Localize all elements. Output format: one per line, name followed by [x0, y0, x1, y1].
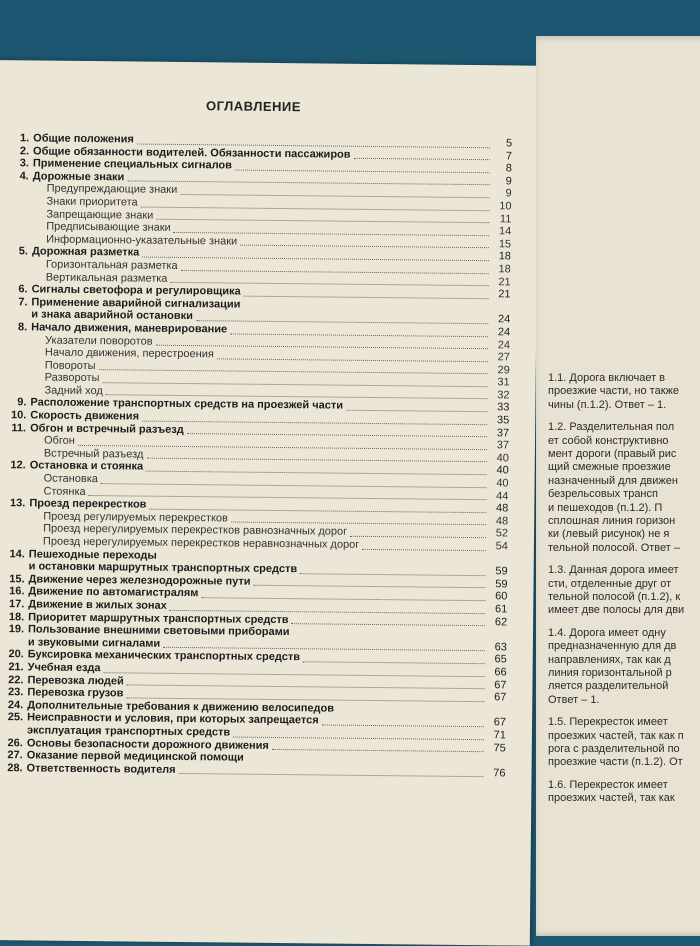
toc-entry-title: Горизонтальная разметка: [46, 258, 178, 271]
toc-entry-page: 33: [491, 402, 509, 414]
toc-entry-number: 2.: [7, 145, 29, 157]
toc-entry-page: 52: [490, 528, 508, 540]
toc-entry-title: Задний ход: [44, 384, 102, 397]
right-page-line: назначенный для движен: [548, 475, 700, 488]
toc-entry-title: Остановка и стоянка: [30, 460, 144, 473]
toc-entry-title: Проезд перекрестков: [29, 498, 146, 511]
toc-entry-number: 12.: [4, 460, 26, 472]
toc-entry-title: Оказание первой медицинской помощи: [27, 749, 244, 763]
toc-entry-number: 18.: [2, 611, 24, 623]
toc-entry-page: 32: [491, 389, 509, 401]
toc-entry-title: Общие обязанности водителей. Обязанности пассажиров: [33, 145, 351, 160]
right-page-line: 1.5. Перекресток имеет: [548, 716, 700, 729]
toc-entry-title: Сигналы светофора и регулировщика: [32, 284, 241, 298]
toc-entry-title: Повороты: [45, 359, 96, 372]
toc-entry-page: 24: [492, 339, 510, 351]
right-page-line: предназначенную для дв: [548, 640, 700, 653]
toc-entry-page: 5: [494, 137, 512, 149]
toc-entry-title: Основы безопасности дорожного движения: [27, 737, 269, 752]
toc-entry-page: 61: [489, 603, 507, 615]
toc-entry-title: Указатели поворотов: [45, 334, 153, 347]
right-page-line: щий смежные проезжие: [548, 461, 700, 474]
toc-leader-dots: [350, 536, 486, 538]
toc-title: ОГЛАВЛЕНИЕ: [0, 96, 514, 116]
toc-entry-number: 7.: [5, 296, 27, 308]
toc-entry-number: 27.: [1, 749, 23, 761]
toc-entry-page: 76: [487, 767, 505, 779]
toc-entry-title: Учебная езда: [28, 661, 101, 674]
right-page-line: ки (левый рисунок) не я: [548, 528, 700, 541]
toc-entry-page: 11: [493, 213, 511, 225]
toc-entry-title: Пешеходные переходы: [29, 548, 157, 561]
toc-entry-number: 15.: [3, 573, 25, 585]
toc-entry-page: 48: [490, 515, 508, 527]
toc-entry-title: Перевозка грузов: [27, 687, 123, 700]
toc-entry-page: 14: [493, 225, 511, 237]
toc-entry-title: Вертикальная разметка: [46, 271, 168, 284]
right-page-line: ет собой конструктивно: [548, 435, 700, 448]
toc-entry-page: 40: [491, 477, 509, 489]
toc-entry-page: 29: [492, 364, 510, 376]
right-page-line: рога с разделительной по: [548, 743, 700, 756]
toc-entry-page: 24: [492, 314, 510, 326]
toc-entry-title: и звуковыми сигналами: [28, 636, 160, 649]
toc-entry-number: 26.: [1, 737, 23, 749]
toc-entry-number: 6.: [6, 283, 28, 295]
right-page-line: 1.1. Дорога включает в: [548, 372, 700, 385]
toc-entry-title: эксплуатация транспортных средств: [27, 724, 230, 738]
right-page-line: 1.2. Разделительная пол: [548, 421, 700, 434]
toc-entry-page: 8: [494, 162, 512, 174]
right-page-line: чины (п.1.2). Ответ – 1.: [548, 399, 700, 412]
toc-entry-title: Информационно-указательные знаки: [46, 233, 237, 247]
toc-entry-page: 66: [489, 666, 507, 678]
toc-entry-page: 27: [492, 351, 510, 363]
toc-entry-number: 22.: [1, 674, 23, 686]
toc-entry-title: Начало движения, маневрирование: [31, 321, 227, 335]
toc-entry-title: Стоянка: [43, 485, 85, 497]
right-page-line: проезжих частей, так как: [548, 792, 700, 805]
toc-entry-page: 9: [494, 175, 512, 187]
toc-entry-title: Движение через железнодорожные пути: [29, 573, 251, 587]
right-page-line: проезжих частей, так как п: [548, 730, 700, 743]
toc-leader-dots: [346, 410, 487, 412]
toc-entry-page: 35: [491, 414, 509, 426]
toc-entry-page: 48: [490, 502, 508, 514]
toc-entry-page: 67: [488, 691, 506, 703]
toc-entry-title: Встречный разъезд: [44, 447, 144, 460]
toc-entry-title: Предупреждающие знаки: [47, 183, 178, 196]
toc-entry-number: 16.: [2, 585, 24, 597]
right-page-line: сти, отделенные друг от: [548, 578, 700, 591]
toc-entry-page: 54: [490, 540, 508, 552]
right-page-line: 1.3. Данная дорога имеет: [548, 564, 700, 577]
toc-entry-title: Общие положения: [33, 132, 134, 145]
toc-entry-number: 10.: [4, 409, 26, 421]
right-page-line: Ответ – 1.: [548, 694, 700, 707]
toc-entry-page: 67: [488, 679, 506, 691]
toc-entry-title: Запрещающие знаки: [46, 208, 153, 221]
right-page-line: проезжие части, но также: [548, 385, 700, 398]
toc-entry-number: 21.: [2, 661, 24, 673]
toc-entry-page: 15: [493, 238, 511, 250]
toc-entry-page: 40: [491, 452, 509, 464]
right-page-line: имеет две полосы для дви: [548, 604, 700, 617]
toc-entry-page: 7: [494, 150, 512, 162]
toc-entry-number: 14.: [3, 548, 25, 560]
toc-entry-title: и остановки маршрутных транспортных средств: [29, 561, 298, 576]
toc-entry-page: 31: [492, 377, 510, 389]
toc-entry-title: Перевозка людей: [27, 674, 123, 687]
toc-entry-page: 37: [491, 427, 509, 439]
toc-entry-page: 40: [491, 465, 509, 477]
toc-entry-page: 59: [489, 578, 507, 590]
toc-entry-title: Предписывающие знаки: [46, 221, 171, 234]
toc-entry-number: 23.: [1, 686, 23, 698]
toc-entry-title: Приоритет маршрутных транспортных средств: [28, 611, 289, 626]
toc-entry-title: и знака аварийной остановки: [31, 309, 193, 323]
right-page-line: направлениях, так как д: [548, 654, 700, 667]
right-page-line: 1.4. Дорога имеет одну: [548, 627, 700, 640]
toc-entry-page: 18: [493, 263, 511, 275]
toc-entry-page: 44: [490, 490, 508, 502]
toc-entry-title: Проезд нерегулируемых перекрестков равнозначных дорог: [43, 523, 347, 538]
toc-entry-title: Применение аварийной сигнализации: [31, 296, 240, 310]
toc-entry-title: Скорость движения: [30, 409, 139, 422]
toc-leader-dots: [354, 158, 490, 160]
toc-entry-page: 67: [488, 717, 506, 729]
toc-entry-page: 24: [492, 326, 510, 338]
right-page-line: мент дороги (правый рис: [548, 448, 700, 461]
toc-entry-number: 5.: [6, 245, 28, 257]
right-page-line: безрельсовых трансп: [548, 488, 700, 501]
toc-entry-page: 18: [493, 251, 511, 263]
toc-entry-number: 20.: [2, 648, 24, 660]
toc-entry-number: 4.: [7, 170, 29, 182]
toc-entry-title: Обгон: [44, 435, 75, 447]
toc-entry-number: 8.: [5, 321, 27, 333]
toc-entry-title: Дорожная разметка: [32, 246, 139, 259]
toc-entry-page: 9: [494, 188, 512, 200]
toc-entry-title: Буксировка механических транспортных средств: [28, 649, 300, 664]
toc-entry-page: 10: [493, 200, 511, 212]
right-page-line: сплошная линия горизон: [548, 515, 700, 528]
toc-entry-page: 21: [493, 276, 511, 288]
toc-entry-number: 24.: [1, 699, 23, 711]
toc-entry-page: 63: [489, 641, 507, 653]
toc-entry-title: Дорожные знаки: [33, 170, 125, 183]
toc-entry-page: 21: [493, 288, 511, 300]
toc-entry-title: Ответственность водителя: [27, 762, 176, 776]
toc-entry-page: 71: [488, 729, 506, 741]
toc-entry-page: 60: [489, 591, 507, 603]
table-of-contents: [1, 132, 513, 780]
toc-entry-page: 65: [489, 654, 507, 666]
toc-entry-title: Развороты: [45, 372, 100, 385]
toc-entry-title: Остановка: [44, 473, 98, 486]
right-page-line: линия горизонтальной р: [548, 667, 700, 680]
toc-entry-title: Обгон и встречный разъезд: [30, 422, 184, 436]
toc-entry-title: Пользование внешними световыми приборами: [28, 624, 290, 639]
toc-leader-dots: [362, 548, 486, 550]
right-page-line: проезжие части (п.1.2). От: [548, 756, 700, 769]
toc-entry-title: Знаки приоритета: [46, 196, 137, 209]
right-page-line: тельной полосой (п.1.2), к: [548, 591, 700, 604]
right-page-line: ляется разделительной: [548, 680, 700, 693]
toc-entry-title: Неисправности и условия, при которых запрещается: [27, 712, 319, 727]
toc-entry-page: 59: [490, 565, 508, 577]
toc-entry-title: Применение специальных сигналов: [33, 158, 232, 172]
toc-entry-title: Расположение транспортных средств на проезжей части: [30, 397, 343, 412]
toc-entry-number: 25.: [1, 711, 23, 723]
toc-entry-number: 1.: [7, 132, 29, 144]
toc-entry-number: 9.: [4, 397, 26, 409]
toc-entry-title: Проезд регулируемых перекрестков: [43, 510, 228, 524]
right-page-line: тельной полосой. Ответ –: [548, 542, 700, 555]
toc-entry-title: Начало движения, перестроения: [45, 347, 214, 361]
toc-entry-number: 28.: [1, 762, 23, 774]
toc-entry-page: 62: [489, 616, 507, 628]
left-page: [0, 60, 539, 946]
toc-entry-page: 75: [488, 742, 506, 754]
toc-entry-title: Движение в жилых зонах: [28, 598, 167, 611]
toc-entry-title: Дополнительные требования к движению велосипедов: [27, 699, 334, 714]
toc-entry-page: 37: [491, 439, 509, 451]
toc-entry-title: Движение по автомагистралям: [28, 586, 198, 600]
toc-entry-number: 19.: [2, 623, 24, 635]
right-page-line: и пешеходов (п.1.2). П: [548, 502, 700, 515]
toc-entry-number: 17.: [2, 598, 24, 610]
toc-entry-number: 13.: [3, 497, 25, 509]
toc-entry-number: 11.: [4, 422, 26, 434]
toc-leader-dots: [179, 773, 484, 777]
right-page-line: 1.6. Перекресток имеет: [548, 779, 700, 792]
toc-entry-title: Проезд нерегулируемых перекрестков неравнозначных дорог: [43, 536, 359, 551]
toc-entry-number: 3.: [7, 157, 29, 169]
